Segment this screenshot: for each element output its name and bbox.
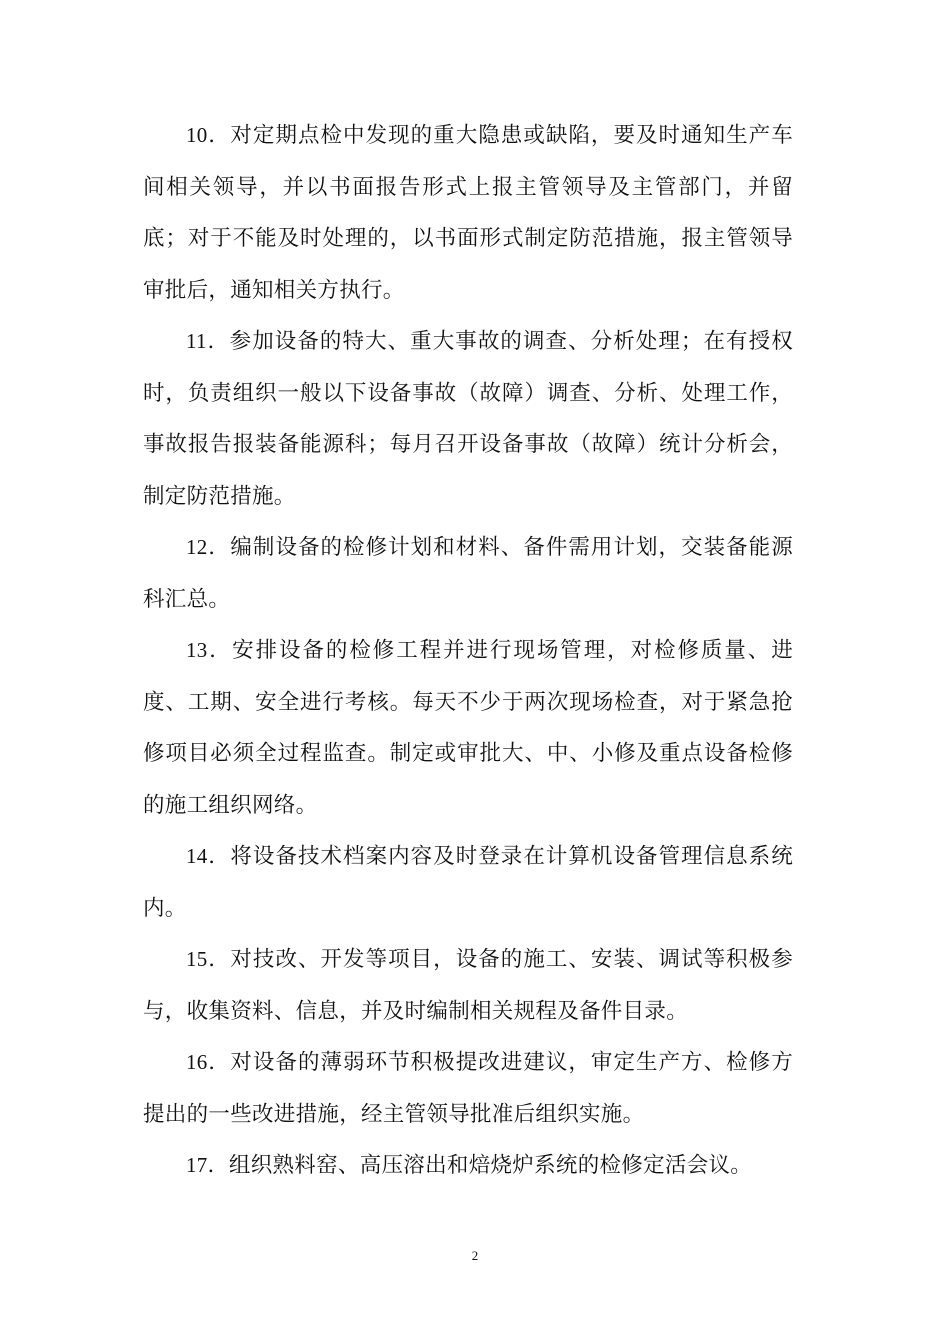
paragraph-text: 将设备技术档案内容及时登录在计算机设备管理信息系统内。 [143,844,793,921]
paragraph-text: 参加设备的特大、重大事故的调查、分析处理；在有授权时，负责组织一般以下设备事故（故障）调查、分析、处理工作，事故报告报装备能源科；每月召开设备事故（故障）统计分析会，制定防范措施。 [143,329,793,509]
paragraph-text: 对设备的薄弱环节积极提改进建议，审定生产方、检修方提出的一些改进措施，经主管领导批准后组织实施。 [143,1050,793,1127]
paragraph-11 [143,316,793,522]
paragraph-number: 13． [186,638,233,662]
paragraph-12 [143,522,793,625]
paragraph-number: 15． [186,947,231,971]
paragraph-number: 16． [186,1050,231,1074]
paragraph-text: 对技改、开发等项目，设备的施工、安装、调试等积极参与，收集资料、信息，并及时编制相关规程及备件目录。 [143,947,793,1024]
paragraph-text: 组织熟料窑、高压溶出和焙烧炉系统的检修定活会议。 [228,1153,753,1178]
paragraph-text: 对定期点检中发现的重大隐患或缺陷，要及时通知生产车间相关领导，并以书面报告形式上报主管领导及主管部门，并留底；对于不能及时处理的，以书面形式制定防范措施，报主管领导审批后，通知相关方执行。 [143,123,793,303]
paragraph-text: 编制设备的检修计划和材料、备件需用计划，交装备能源科汇总。 [143,535,793,612]
paragraph-15 [143,934,793,1037]
document-body [143,110,793,1192]
paragraph-number: 12． [186,535,231,559]
paragraph-10 [143,110,793,316]
paragraph-17 [143,1140,793,1192]
paragraph-16 [143,1037,793,1140]
paragraph-number: 17． [186,1153,229,1177]
paragraph-text: 安排设备的检修工程并进行现场管理，对检修质量、进度、工期、安全进行考核。每天不少于两次现场检查，对于紧急抢修项目必须全过程监查。制定或审批大、中、小修及重点设备检修的施工组织网络。 [143,638,793,818]
paragraph-13 [143,625,793,831]
paragraph-number: 14． [186,844,231,868]
paragraph-number: 10． [186,123,231,147]
page-number: 2 [471,1248,479,1263]
paragraph-14 [143,831,793,934]
paragraph-number: 11． [186,329,230,353]
